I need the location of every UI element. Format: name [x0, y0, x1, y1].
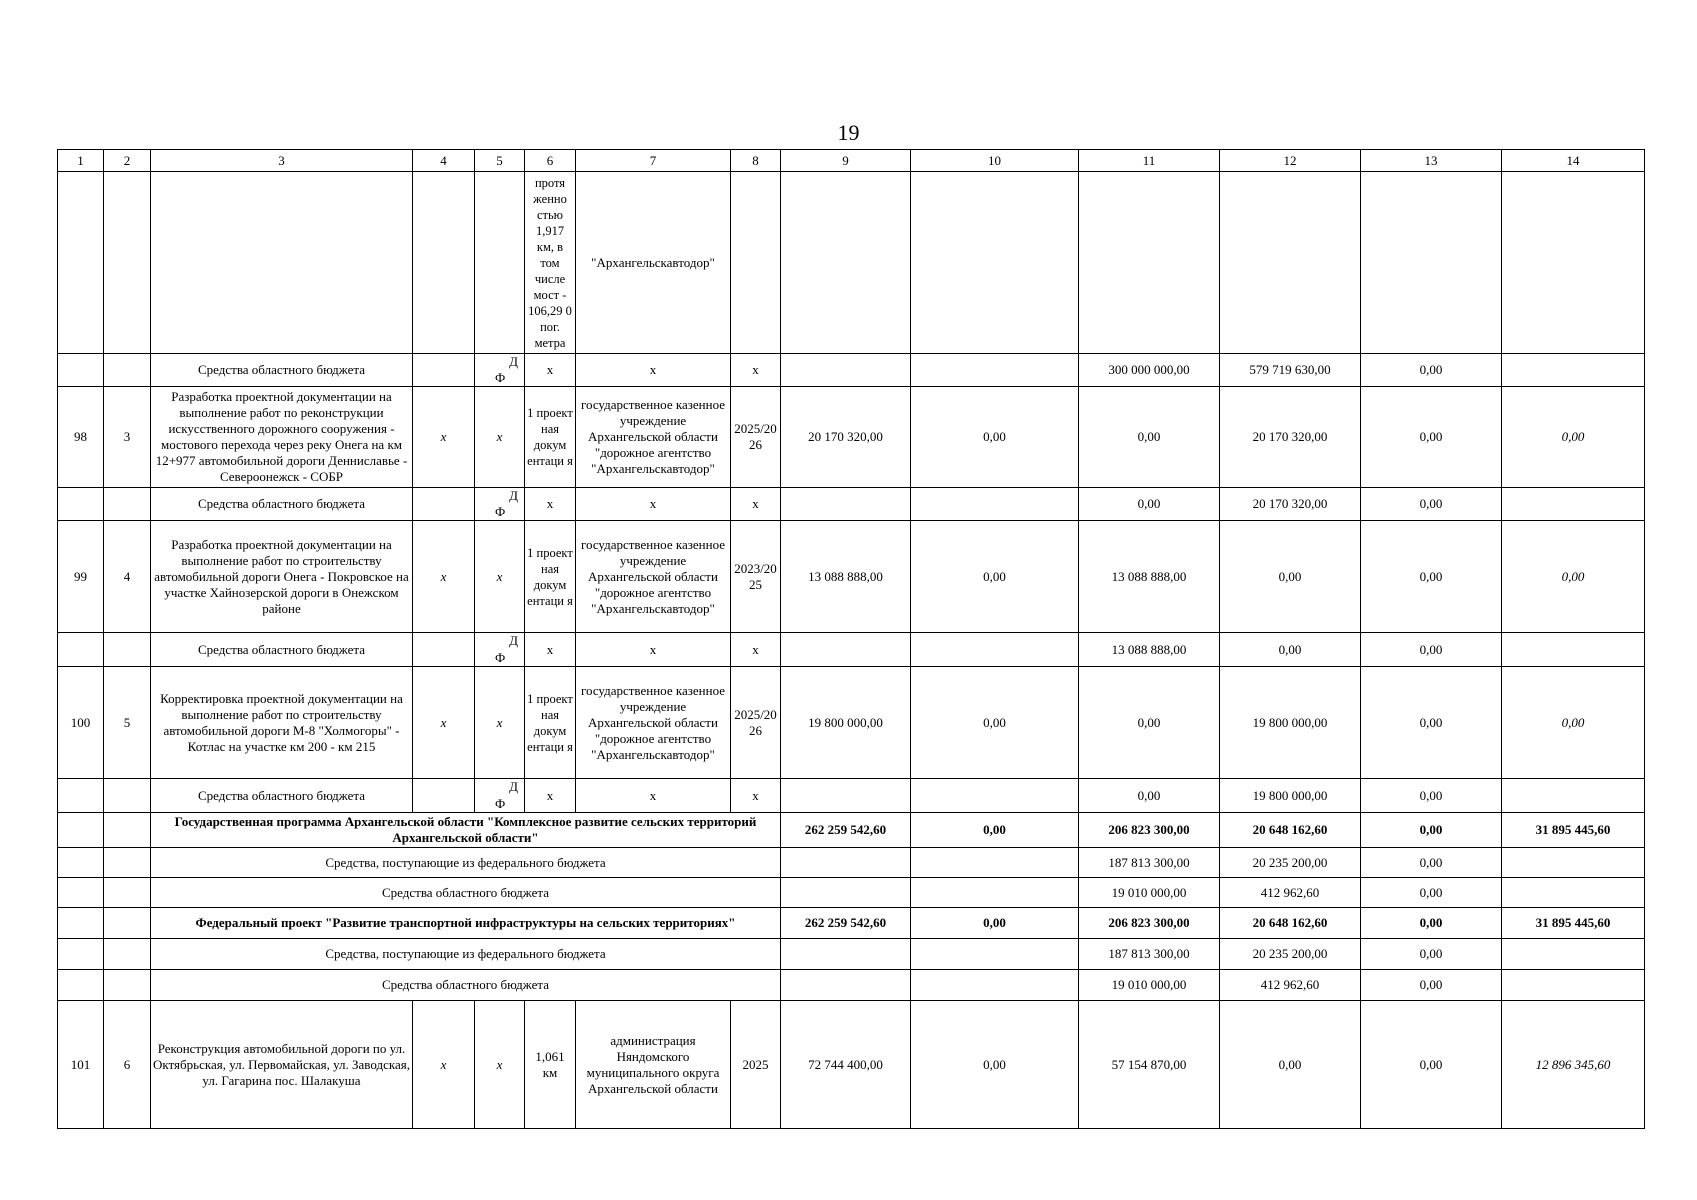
- funding-source-row: [58, 878, 1645, 908]
- cell: х: [413, 521, 475, 633]
- cell: х: [576, 633, 731, 667]
- cell: х: [413, 1001, 475, 1129]
- header-cell: 5: [475, 150, 525, 172]
- project-name: Корректировка проектной документации на выполнение работ по строительству автомобильной дороги М-8 "Холмогоры" - Котлас на участке км 200 - км 215: [151, 667, 413, 779]
- period-cell: 2025/20 26: [731, 387, 781, 488]
- header-cell: 11: [1079, 150, 1220, 172]
- row-number: 101: [58, 1001, 104, 1129]
- cell: х: [475, 521, 525, 633]
- cell: [781, 354, 911, 387]
- cell: 0,00: [1361, 387, 1502, 488]
- header-cell: 9: [781, 150, 911, 172]
- cell: х: [525, 633, 576, 667]
- period-cell: 2025/20 26: [731, 667, 781, 779]
- code-d: Д: [509, 354, 518, 369]
- cell: 19 800 000,00: [1220, 667, 1361, 779]
- cell: 0,00: [1361, 488, 1502, 521]
- cell: 579 719 630,00: [1220, 354, 1361, 387]
- cell: 1 проект ная докум ентаци я: [525, 387, 576, 488]
- cell: 0,00: [1361, 1001, 1502, 1129]
- header-cell: 12: [1220, 150, 1361, 172]
- project-title: Федеральный проект "Развитие транспортной инфраструктуры на сельских территориях": [151, 908, 781, 939]
- cell: х: [525, 354, 576, 387]
- header-cell: 14: [1502, 150, 1645, 172]
- cell: 19 800 000,00: [781, 667, 911, 779]
- row-subnumber: 4: [104, 521, 151, 633]
- cell: 187 813 300,00: [1079, 848, 1220, 878]
- cell: 0,00: [1361, 970, 1502, 1001]
- funding-label: Средства областного бюджета: [151, 633, 413, 667]
- funding-label: Средства областного бюджета: [151, 779, 413, 813]
- cell: 20 648 162,60: [1220, 813, 1361, 848]
- cell: 57 154 870,00: [1079, 1001, 1220, 1129]
- cell: х: [525, 488, 576, 521]
- length-cell: протя женно стью 1,917 км, в том числе мост - 106,29 0 пог. метра: [525, 172, 576, 354]
- table-row: [58, 521, 1645, 633]
- period-cell: 2023/20 25: [731, 521, 781, 633]
- cell: х: [413, 387, 475, 488]
- project-name: Реконструкция автомобильной дороги по ул. Октябрьская, ул. Первомайская, ул. Заводская, ул. Гагарина пос. Шалакуша: [151, 1001, 413, 1129]
- cell: 20 235 200,00: [1220, 848, 1361, 878]
- header-cell: 8: [731, 150, 781, 172]
- cell: 0,00: [1361, 779, 1502, 813]
- cell: 72 744 400,00: [781, 1001, 911, 1129]
- cell: х: [731, 354, 781, 387]
- cell: 0,00: [911, 521, 1079, 633]
- header-row: [58, 150, 1645, 172]
- code-cell: [475, 633, 525, 667]
- code-f: Ф: [495, 650, 506, 665]
- cell: 0,00: [1220, 1001, 1361, 1129]
- cell: 19 800 000,00: [1220, 779, 1361, 813]
- header-cell: 7: [576, 150, 731, 172]
- cell: 262 259 542,60: [781, 813, 911, 848]
- cell: 1 проект ная докум ентаци я: [525, 521, 576, 633]
- cell: 0,00: [1079, 387, 1220, 488]
- cell: [911, 354, 1079, 387]
- code-d: Д: [509, 779, 518, 794]
- cell: [1502, 354, 1645, 387]
- cell: 0,00: [911, 387, 1079, 488]
- funding-label: Средства областного бюджета: [151, 488, 413, 521]
- funding-source-row: [58, 779, 1645, 813]
- cell: 206 823 300,00: [1079, 908, 1220, 939]
- cell: х: [475, 1001, 525, 1129]
- period-cell: 2025: [731, 1001, 781, 1129]
- program-title: Государственная программа Архангельской области "Комплексное развитие сельских территорий Архангельской области": [151, 813, 781, 848]
- cell: 262 259 542,60: [781, 908, 911, 939]
- code-d: Д: [509, 488, 518, 503]
- cell: 0,00: [1361, 521, 1502, 633]
- executor-cell: государственное казенное учреждение Архангельской области "дорожное агентство "Архангельскавтодор": [576, 521, 731, 633]
- table-row: [58, 1001, 1645, 1129]
- cell: х: [413, 667, 475, 779]
- cell: 0,00: [1361, 633, 1502, 667]
- cell: 0,00: [1079, 488, 1220, 521]
- header-cell: 10: [911, 150, 1079, 172]
- funding-label: Средства областного бюджета: [151, 354, 413, 387]
- cell: 0,00: [911, 813, 1079, 848]
- cell: 20 170 320,00: [1220, 387, 1361, 488]
- funding-source-row: [58, 939, 1645, 970]
- cell: 0,00: [1502, 521, 1645, 633]
- cell: 412 962,60: [1220, 970, 1361, 1001]
- cell: 0,00: [911, 667, 1079, 779]
- executor-cell: государственное казенное учреждение Архангельской области "дорожное агентство "Архангельскавтодор": [576, 387, 731, 488]
- table-row: [58, 387, 1645, 488]
- cell: 206 823 300,00: [1079, 813, 1220, 848]
- project-total-row: [58, 908, 1645, 939]
- header-cell: 4: [413, 150, 475, 172]
- cell: 13 088 888,00: [1079, 521, 1220, 633]
- cell: 13 088 888,00: [781, 521, 911, 633]
- funding-label: Средства областного бюджета: [151, 970, 781, 1001]
- header-cell: 13: [1361, 150, 1502, 172]
- cell: х: [475, 387, 525, 488]
- funding-label: Средства, поступающие из федерального бюджета: [151, 848, 781, 878]
- funding-source-row: [58, 970, 1645, 1001]
- cell: 0,00: [1502, 667, 1645, 779]
- funding-label: Средства областного бюджета: [151, 878, 781, 908]
- table-row: [58, 667, 1645, 779]
- cell: 187 813 300,00: [1079, 939, 1220, 970]
- cell: 412 962,60: [1220, 878, 1361, 908]
- executor-cell: государственное казенное учреждение Архангельской области "дорожное агентство "Архангельскавтодор": [576, 667, 731, 779]
- cell: 0,00: [1361, 908, 1502, 939]
- funding-label: Средства, поступающие из федерального бюджета: [151, 939, 781, 970]
- code-cell: [475, 488, 525, 521]
- code-f: Ф: [495, 796, 506, 811]
- funding-source-row: [58, 848, 1645, 878]
- cell: 1 проект ная докум ентаци я: [525, 667, 576, 779]
- header-cell: 2: [104, 150, 151, 172]
- code-d: Д: [509, 633, 518, 648]
- cell: 20 170 320,00: [1220, 488, 1361, 521]
- funding-source-row: [58, 488, 1645, 521]
- cell: 13 088 888,00: [1079, 633, 1220, 667]
- code-cell: [475, 354, 525, 387]
- cell: 0,00: [911, 1001, 1079, 1129]
- executor-cell: "Архангельскавтодор": [576, 172, 731, 354]
- cell: 0,00: [1361, 667, 1502, 779]
- row-number: 98: [58, 387, 104, 488]
- cell: 0,00: [1361, 354, 1502, 387]
- cell: 20 648 162,60: [1220, 908, 1361, 939]
- table-row: [58, 172, 1645, 354]
- cell: 0,00: [1220, 633, 1361, 667]
- cell: х: [731, 488, 781, 521]
- cell: 20 235 200,00: [1220, 939, 1361, 970]
- row-subnumber: 3: [104, 387, 151, 488]
- cell: 0,00: [1361, 939, 1502, 970]
- row-subnumber: 6: [104, 1001, 151, 1129]
- cell: 19 010 000,00: [1079, 970, 1220, 1001]
- project-name: Разработка проектной документации на выполнение работ по строительству автомобильной дороги Онега - Покровское на участке Хайнозерской дороги в Онежском районе: [151, 521, 413, 633]
- code-cell: [475, 779, 525, 813]
- cell: 300 000 000,00: [1079, 354, 1220, 387]
- row-number: 99: [58, 521, 104, 633]
- cell: 0,00: [1502, 387, 1645, 488]
- funding-source-row: [58, 354, 1645, 387]
- page-number: 19: [837, 120, 860, 145]
- cell: 0,00: [1220, 521, 1361, 633]
- cell: 12 896 345,60: [1502, 1001, 1645, 1129]
- cell: 0,00: [1361, 813, 1502, 848]
- header-cell: 1: [58, 150, 104, 172]
- cell: 0,00: [911, 908, 1079, 939]
- cell: 19 010 000,00: [1079, 878, 1220, 908]
- cell: х: [525, 779, 576, 813]
- header-cell: 6: [525, 150, 576, 172]
- code-f: Ф: [495, 504, 506, 519]
- cell: 0,00: [1361, 848, 1502, 878]
- cell: 31 895 445,60: [1502, 813, 1645, 848]
- header-cell: 3: [151, 150, 413, 172]
- cell: х: [576, 354, 731, 387]
- code-f: Ф: [495, 370, 506, 385]
- cell: 0,00: [1079, 779, 1220, 813]
- cell: х: [731, 633, 781, 667]
- cell: 31 895 445,60: [1502, 908, 1645, 939]
- funding-source-row: [58, 633, 1645, 667]
- cell: х: [731, 779, 781, 813]
- cell: 1,061 км: [525, 1001, 576, 1129]
- cell: х: [576, 779, 731, 813]
- cell: х: [576, 488, 731, 521]
- executor-cell: администрация Няндомского муниципального округа Архангельской области: [576, 1001, 731, 1129]
- program-total-row: [58, 813, 1645, 848]
- cell: 0,00: [1079, 667, 1220, 779]
- cell: х: [475, 667, 525, 779]
- cell: 0,00: [1361, 878, 1502, 908]
- row-subnumber: 5: [104, 667, 151, 779]
- project-name: Разработка проектной документации на выполнение работ по реконструкции искусственного дорожного сооружения - мостового перехода через реку Онега на км 12+977 автомобильной дороги Денниславье - Североонежск - СОБР: [151, 387, 413, 488]
- cell: 20 170 320,00: [781, 387, 911, 488]
- row-number: 100: [58, 667, 104, 779]
- budget-table: [57, 149, 1645, 1129]
